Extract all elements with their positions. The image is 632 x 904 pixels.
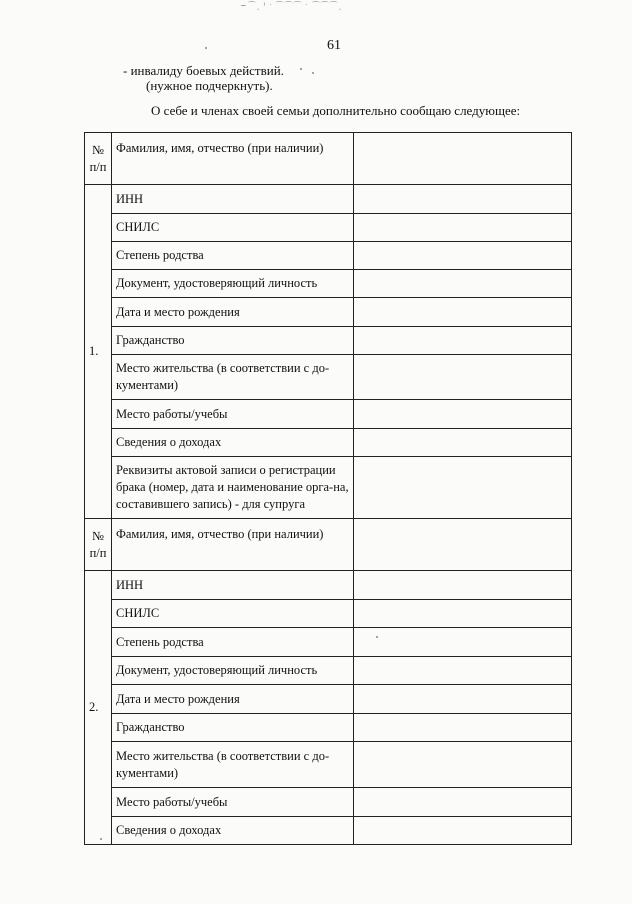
- field-label: Сведения о доходах: [112, 817, 354, 845]
- field-label: Степень родства: [112, 242, 354, 270]
- field-value[interactable]: [354, 571, 572, 600]
- scan-speck: [312, 72, 314, 74]
- table-row: [85, 742, 572, 788]
- field-label: Реквизиты актовой записи о регистрации брака (номер, дата и наименование орга-на, составившего запись) - для супруга: [112, 457, 354, 519]
- table-row: [85, 628, 572, 657]
- disabled-veteran-option: - инвалиду боевых действий.: [123, 63, 284, 78]
- row-number-header: [85, 519, 112, 571]
- field-label: Документ, удостоверяющий личность: [112, 270, 354, 298]
- field-label: Сведения о доходах: [112, 429, 354, 457]
- table-row: [85, 327, 572, 355]
- field-value[interactable]: [354, 185, 572, 214]
- family-members-table: [84, 132, 572, 845]
- field-value[interactable]: [354, 714, 572, 742]
- scan-artifact: ∽⌒ˏ ⁾ ˑ ⌒⌒⌒ ˑ ⌒⌒⌒ˏ: [240, 1, 343, 10]
- field-label: ИНН: [112, 185, 354, 214]
- table-row: [85, 270, 572, 298]
- field-value[interactable]: [354, 270, 572, 298]
- full-name-value-1[interactable]: [354, 133, 572, 185]
- field-label: Дата и место рождения: [112, 685, 354, 714]
- family-statement: О себе и членах своей семьи дополнительно сообщаю следующее:: [151, 103, 521, 118]
- field-label: СНИЛС: [112, 600, 354, 628]
- scan-speck: [300, 68, 302, 70]
- field-label: ИНН: [112, 571, 354, 600]
- table-row: [85, 571, 572, 600]
- field-value[interactable]: [354, 429, 572, 457]
- full-name-header: Фамилия, имя, отчество (при наличии): [112, 519, 354, 571]
- table-row: [85, 355, 572, 400]
- table-row: [85, 400, 572, 429]
- table-row: [85, 685, 572, 714]
- scan-speck: [205, 47, 207, 49]
- number-sign: №: [92, 142, 104, 157]
- field-value[interactable]: [354, 400, 572, 429]
- field-value[interactable]: [354, 742, 572, 788]
- field-label: СНИЛС: [112, 214, 354, 242]
- field-label: Дата и место рождения: [112, 298, 354, 327]
- field-value[interactable]: [354, 788, 572, 817]
- field-value[interactable]: [354, 628, 572, 657]
- table-row: [85, 817, 572, 845]
- field-value[interactable]: [354, 355, 572, 400]
- field-value[interactable]: [354, 685, 572, 714]
- field-label: Гражданство: [112, 714, 354, 742]
- page-number: 61: [327, 38, 341, 53]
- table-header-row: [85, 133, 572, 185]
- full-name-value-2[interactable]: [354, 519, 572, 571]
- field-label: Документ, удостоверяющий личность: [112, 657, 354, 685]
- section-number-2: 2.: [85, 571, 112, 845]
- section-number-1: 1.: [85, 185, 112, 519]
- table-row: [85, 298, 572, 327]
- field-value[interactable]: [354, 327, 572, 355]
- number-abbrev: п/п: [89, 545, 107, 560]
- table-row: [85, 714, 572, 742]
- table-row: [85, 214, 572, 242]
- table-row: [85, 429, 572, 457]
- row-number-header: [85, 133, 112, 185]
- number-abbrev: п/п: [89, 159, 107, 174]
- number-sign: №: [92, 528, 104, 543]
- table-row: [85, 185, 572, 214]
- table-row: [85, 457, 572, 519]
- field-label: Степень родства: [112, 628, 354, 657]
- field-value[interactable]: [354, 457, 572, 519]
- field-value[interactable]: [354, 600, 572, 628]
- field-value[interactable]: [354, 657, 572, 685]
- table-header-row: [85, 519, 572, 571]
- table-row: [85, 788, 572, 817]
- field-label: Место жительства (в соответствии с до-кументами): [112, 355, 354, 400]
- field-label: Место жительства (в соответствии с до-кументами): [112, 742, 354, 788]
- field-value[interactable]: [354, 298, 572, 327]
- full-name-header: Фамилия, имя, отчество (при наличии): [112, 133, 354, 185]
- table-row: [85, 600, 572, 628]
- field-label: Гражданство: [112, 327, 354, 355]
- underline-instruction: (нужное подчеркнуть).: [146, 78, 273, 93]
- table-row: [85, 242, 572, 270]
- table-row: [85, 657, 572, 685]
- field-label: Место работы/учебы: [112, 400, 354, 429]
- field-value[interactable]: [354, 242, 572, 270]
- field-value[interactable]: [354, 817, 572, 845]
- field-label: Место работы/учебы: [112, 788, 354, 817]
- field-value[interactable]: [354, 214, 572, 242]
